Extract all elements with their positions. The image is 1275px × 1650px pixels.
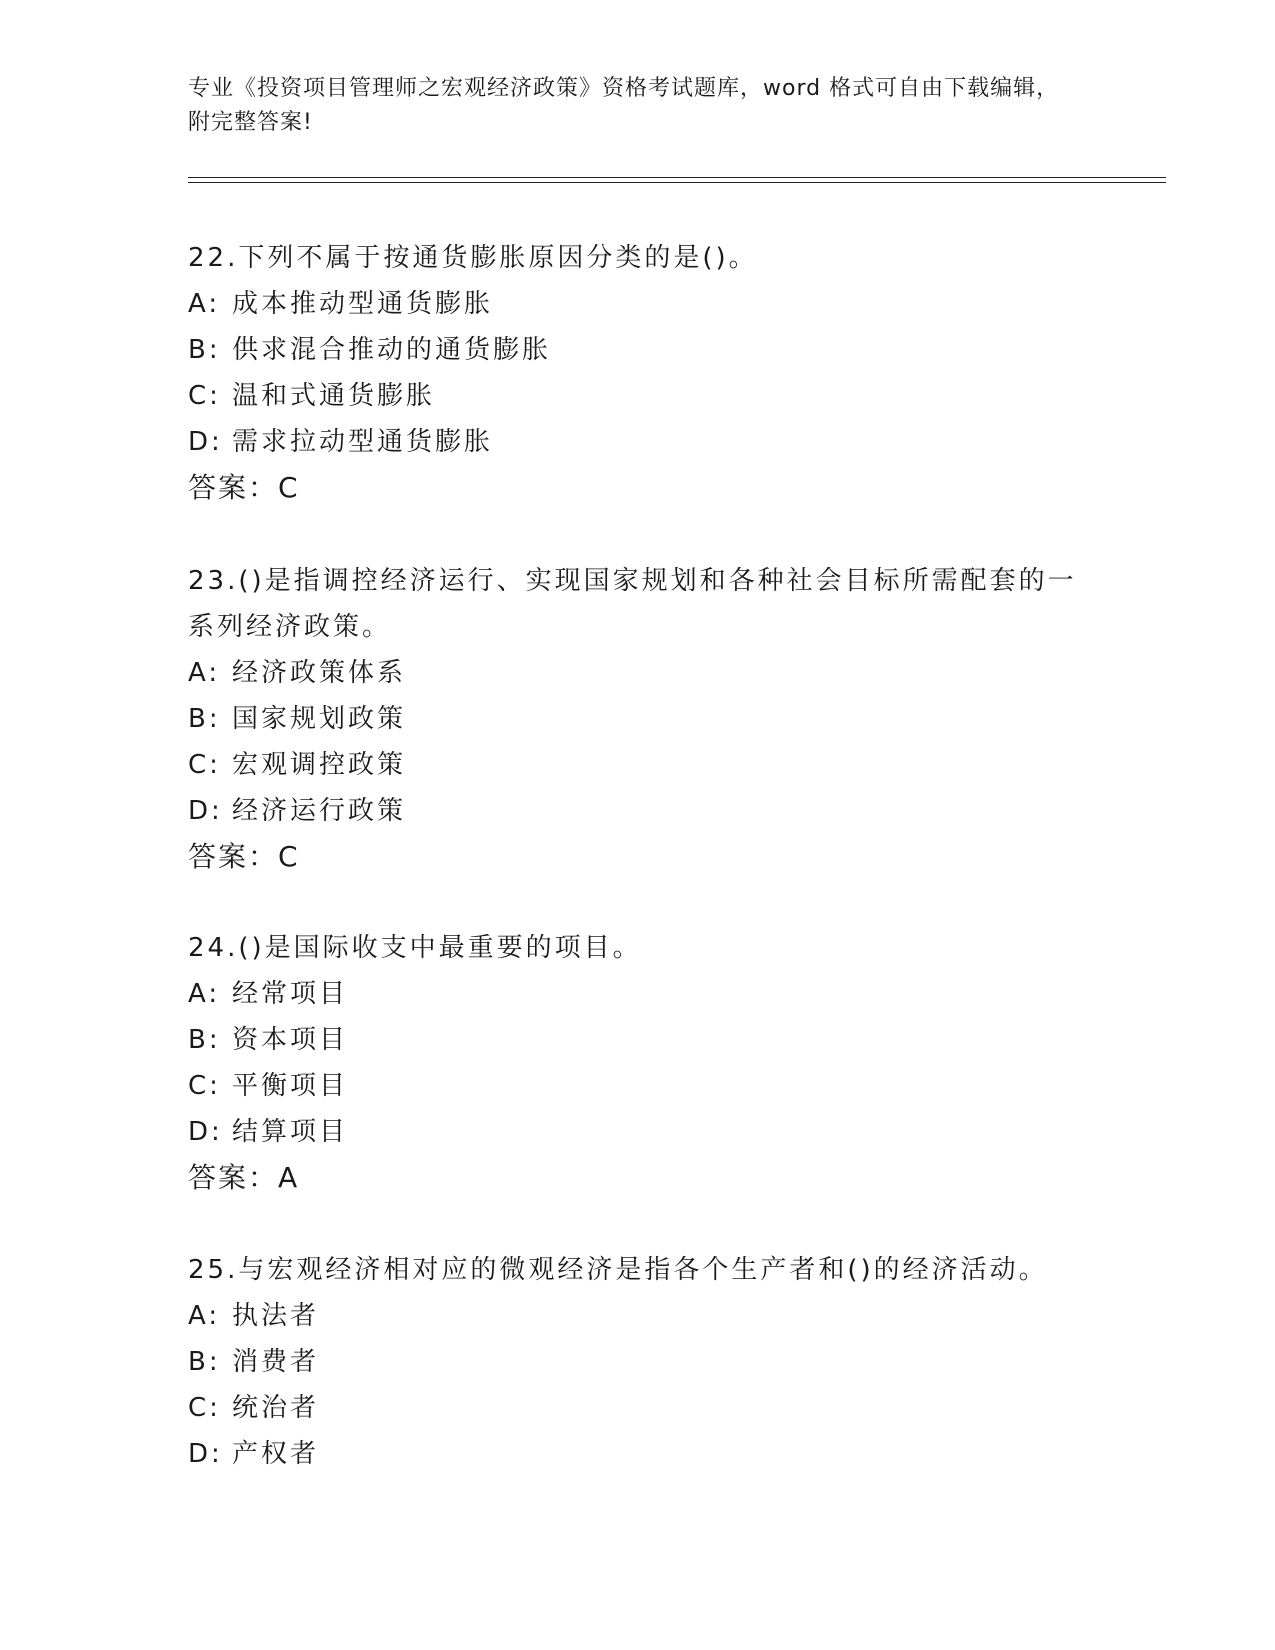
header-rule-bottom xyxy=(188,182,1166,183)
option-text: 供求混合推动的通货膨胀 xyxy=(232,335,552,365)
question-23 xyxy=(188,558,1088,880)
option-text: 产权者 xyxy=(232,1439,320,1469)
option-letter: D: xyxy=(188,1117,223,1147)
question-stem: 25.与宏观经济相对应的微观经济是指各个生产者和()的经济活动。 xyxy=(188,1255,1048,1285)
question-22 xyxy=(188,235,1088,511)
option-letter: D: xyxy=(188,427,223,457)
option-text: 成本推动型通货膨胀 xyxy=(232,289,494,319)
option-text: 经济运行政策 xyxy=(232,796,407,826)
option-d xyxy=(188,1431,1088,1477)
option-letter: B: xyxy=(188,1025,221,1055)
option-letter: C: xyxy=(188,381,221,411)
option-d xyxy=(188,419,1088,465)
option-text: 经济政策体系 xyxy=(232,658,407,688)
question-stem: 22.下列不属于按通货膨胀原因分类的是()。 xyxy=(188,243,758,273)
option-b xyxy=(188,1017,1088,1063)
option-c xyxy=(188,1063,1088,1109)
option-letter: A: xyxy=(188,289,221,319)
option-text: 需求拉动型通货膨胀 xyxy=(232,427,494,457)
document-header: 专业《投资项目管理师之宏观经济政策》资格考试题库，word 格式可自由下载编辑，附完整答案! xyxy=(188,76,1060,135)
option-d xyxy=(188,788,1088,834)
option-a xyxy=(188,971,1088,1017)
question-25 xyxy=(188,1247,1088,1477)
option-a xyxy=(188,281,1088,327)
option-c xyxy=(188,742,1088,788)
option-letter: B: xyxy=(188,335,221,365)
answer-line: 答案：C xyxy=(188,471,300,504)
option-letter: D: xyxy=(188,1439,223,1469)
option-text: 资本项目 xyxy=(232,1025,349,1055)
option-text: 温和式通货膨胀 xyxy=(232,381,436,411)
option-text: 国家规划政策 xyxy=(232,704,407,734)
option-text: 平衡项目 xyxy=(232,1071,349,1101)
answer-line: 答案：A xyxy=(188,1161,300,1194)
option-text: 消费者 xyxy=(232,1347,320,1377)
option-letter: A: xyxy=(188,658,221,688)
question-stem: 23.()是指调控经济运行、实现国家规划和各种社会目标所需配套的一系列经济政策。 xyxy=(188,566,1077,642)
option-text: 统治者 xyxy=(232,1393,320,1423)
header-rule-top xyxy=(188,177,1166,178)
question-stem: 24.()是国际收支中最重要的项目。 xyxy=(188,933,642,963)
option-letter: C: xyxy=(188,1393,221,1423)
option-text: 经常项目 xyxy=(232,979,349,1009)
option-letter: D: xyxy=(188,796,223,826)
option-letter: A: xyxy=(188,1301,221,1331)
option-c xyxy=(188,373,1088,419)
option-letter: C: xyxy=(188,1071,221,1101)
option-a xyxy=(188,650,1088,696)
option-a xyxy=(188,1293,1088,1339)
option-letter: C: xyxy=(188,750,221,780)
option-text: 结算项目 xyxy=(232,1117,349,1147)
option-letter: B: xyxy=(188,704,221,734)
option-letter: A: xyxy=(188,979,221,1009)
answer-line: 答案：C xyxy=(188,840,300,873)
question-24 xyxy=(188,925,1088,1201)
option-text: 宏观调控政策 xyxy=(232,750,407,780)
option-b xyxy=(188,1339,1088,1385)
option-letter: B: xyxy=(188,1347,221,1377)
option-b xyxy=(188,696,1088,742)
option-text: 执法者 xyxy=(232,1301,320,1331)
option-c xyxy=(188,1385,1088,1431)
option-d xyxy=(188,1109,1088,1155)
option-b xyxy=(188,327,1088,373)
